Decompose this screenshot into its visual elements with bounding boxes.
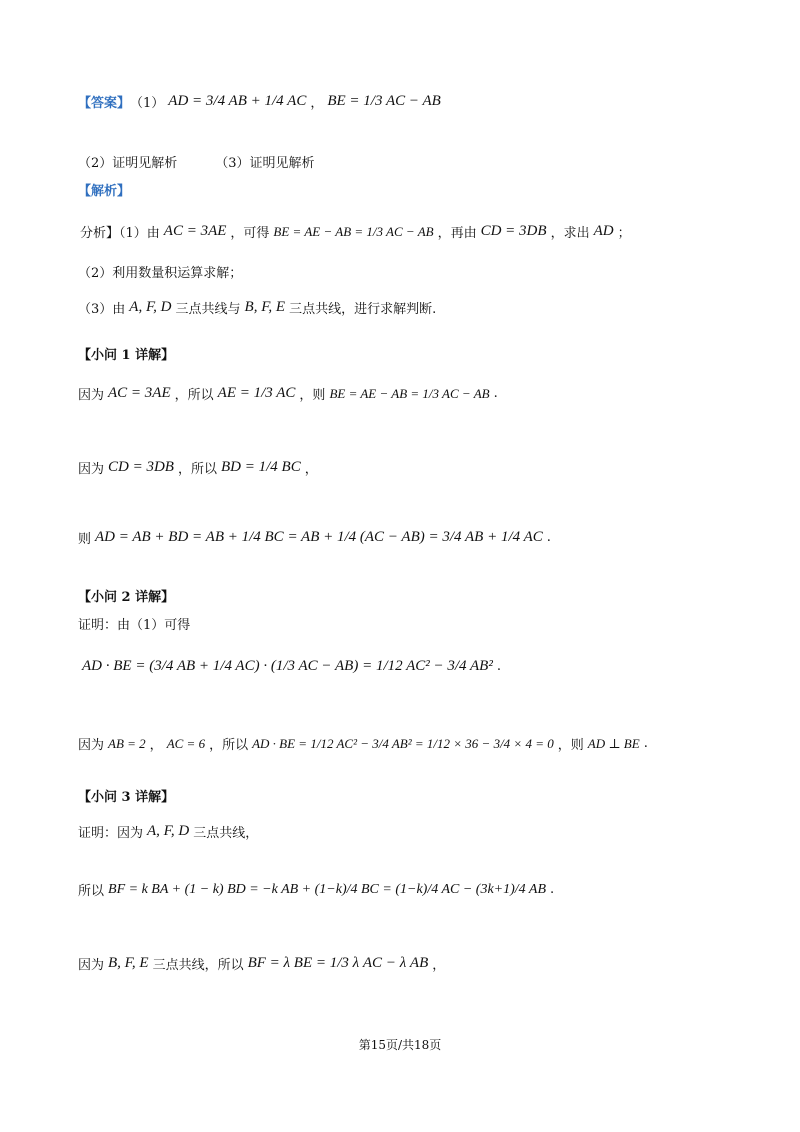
q2-formula: AD · BE = 1/12 AC² − 3/4 AB² = 1/12 × 36 − 3/4 × 4 = 0 xyxy=(252,735,554,751)
q3-line-2 xyxy=(78,880,554,899)
q1-label: 【小问 1 详解】 xyxy=(78,348,175,363)
q1-line-3 xyxy=(78,528,551,547)
q1-formula: CD = 3DB xyxy=(108,459,174,475)
q1-line-2 xyxy=(78,458,318,477)
q1-text: . xyxy=(493,386,498,401)
q1-text: ，所以 xyxy=(177,462,217,477)
analysis-text: ，可得 xyxy=(230,226,270,241)
q1-formula: BD = 1/4 BC xyxy=(221,459,301,475)
q2-formula: AD · BE = (3/4 AB + 1/4 AC) · (1/3 AC − AB) = 1/12 AC² − 3/4 AB² xyxy=(82,658,493,674)
answer-parts-line xyxy=(78,152,315,171)
analysis-formula: B, F, E xyxy=(244,299,286,315)
q3-formula: BF = k BA + (1 − k) BD = −k AB + (1−k)/4 BC = (1−k)/4 AC − (3k+1)/4 AB xyxy=(108,881,547,897)
q2-text: ，则 xyxy=(557,738,584,753)
analysis-line-1 xyxy=(80,222,631,241)
answer-ad-expression: AD = 3/4 AB + 1/4 AC xyxy=(168,93,307,109)
q2-formula: AD ⊥ BE xyxy=(587,735,640,751)
q2-heading xyxy=(78,586,174,605)
q1-text: 则 xyxy=(78,532,92,547)
q3-text: ， xyxy=(432,958,446,973)
q3-text: 所以 xyxy=(78,884,105,899)
analysis-heading xyxy=(78,180,130,199)
q1-line-1 xyxy=(78,384,498,403)
analysis-formula: CD = 3DB xyxy=(480,223,547,239)
analysis-text: ，求出 xyxy=(550,226,590,241)
q1-text: 因为 xyxy=(78,388,105,403)
q1-text: 因为 xyxy=(78,462,105,477)
q2-formula: AC = 6 xyxy=(166,735,206,751)
q1-formula: BE = AE − AB = 1/3 AC − AB xyxy=(329,385,490,401)
analysis-text: （2）利用数量积运算求解； xyxy=(78,266,243,281)
analysis-formula: AC = 3AE xyxy=(163,223,227,239)
q3-text: . xyxy=(550,882,555,897)
q3-text: 三点共线，所以 xyxy=(152,958,244,973)
answer-part1-number: （1） xyxy=(130,96,165,111)
q3-heading xyxy=(78,786,174,805)
q2-text: 证明：由（1）可得 xyxy=(78,618,191,633)
q3-formula: BF = λ BE = 1/3 λ AC − λ AB xyxy=(247,955,429,971)
answer-part3: （3）证明见解析 xyxy=(215,156,315,171)
q3-text: 三点共线， xyxy=(193,826,259,841)
answer-part2: （2）证明见解析 xyxy=(78,156,178,171)
q2-text: ， xyxy=(149,738,163,753)
page-footer: 第15页/共18页 xyxy=(358,1038,442,1052)
analysis-text: 三点共线与 xyxy=(175,302,241,317)
q3-text: 因为 xyxy=(78,958,105,973)
q1-text: . xyxy=(546,530,551,545)
analysis-text: （3）由 xyxy=(78,302,126,317)
analysis-line-2 xyxy=(78,262,242,281)
q2-text: 因为 xyxy=(78,738,105,753)
q3-text: 证明：因为 xyxy=(78,826,144,841)
q1-text: ，所以 xyxy=(174,388,214,403)
answer-label: 【答案】 xyxy=(78,96,131,111)
q1-text: ，则 xyxy=(299,388,326,403)
q2-text: ，所以 xyxy=(209,738,249,753)
q2-text: . xyxy=(496,659,501,674)
analysis-formula: A, F, D xyxy=(129,299,172,315)
q1-text: ， xyxy=(304,462,318,477)
analysis-text: ； xyxy=(617,226,631,241)
q3-label: 【小问 3 详解】 xyxy=(78,790,175,805)
analysis-line-3 xyxy=(78,298,436,317)
q1-formula: AC = 3AE xyxy=(108,385,171,401)
analysis-label: 【解析】 xyxy=(78,184,131,199)
analysis-text: 分析】（1）由 xyxy=(80,226,160,241)
q2-line-3 xyxy=(78,734,648,753)
q2-line-2 xyxy=(78,658,501,675)
q1-heading xyxy=(78,344,174,363)
q2-formula: AB = 2 xyxy=(108,735,146,751)
q2-line-1 xyxy=(78,614,190,633)
q3-formula: A, F, D xyxy=(147,823,190,839)
q2-label: 【小问 2 详解】 xyxy=(78,590,175,605)
q3-formula: B, F, E xyxy=(108,955,149,971)
q2-text: . xyxy=(643,736,648,751)
analysis-formula: BE = AE − AB = 1/3 AC − AB xyxy=(273,223,434,239)
analysis-text: 三点共线，进行求解判断. xyxy=(289,302,437,317)
answer-be-expression: BE = 1/3 AC − AB xyxy=(327,93,441,109)
answer-line xyxy=(78,92,445,111)
analysis-text: ，再由 xyxy=(437,226,477,241)
q3-line-3 xyxy=(78,954,445,973)
answer-separator: ， xyxy=(310,96,324,111)
q1-formula: AD = AB + BD = AB + 1/4 BC = AB + 1/4 (AC − AB) = 3/4 AB + 1/4 AC xyxy=(95,529,543,545)
analysis-formula: AD xyxy=(593,223,614,239)
q3-line-1 xyxy=(78,822,258,841)
q1-formula: AE = 1/3 AC xyxy=(217,385,296,401)
